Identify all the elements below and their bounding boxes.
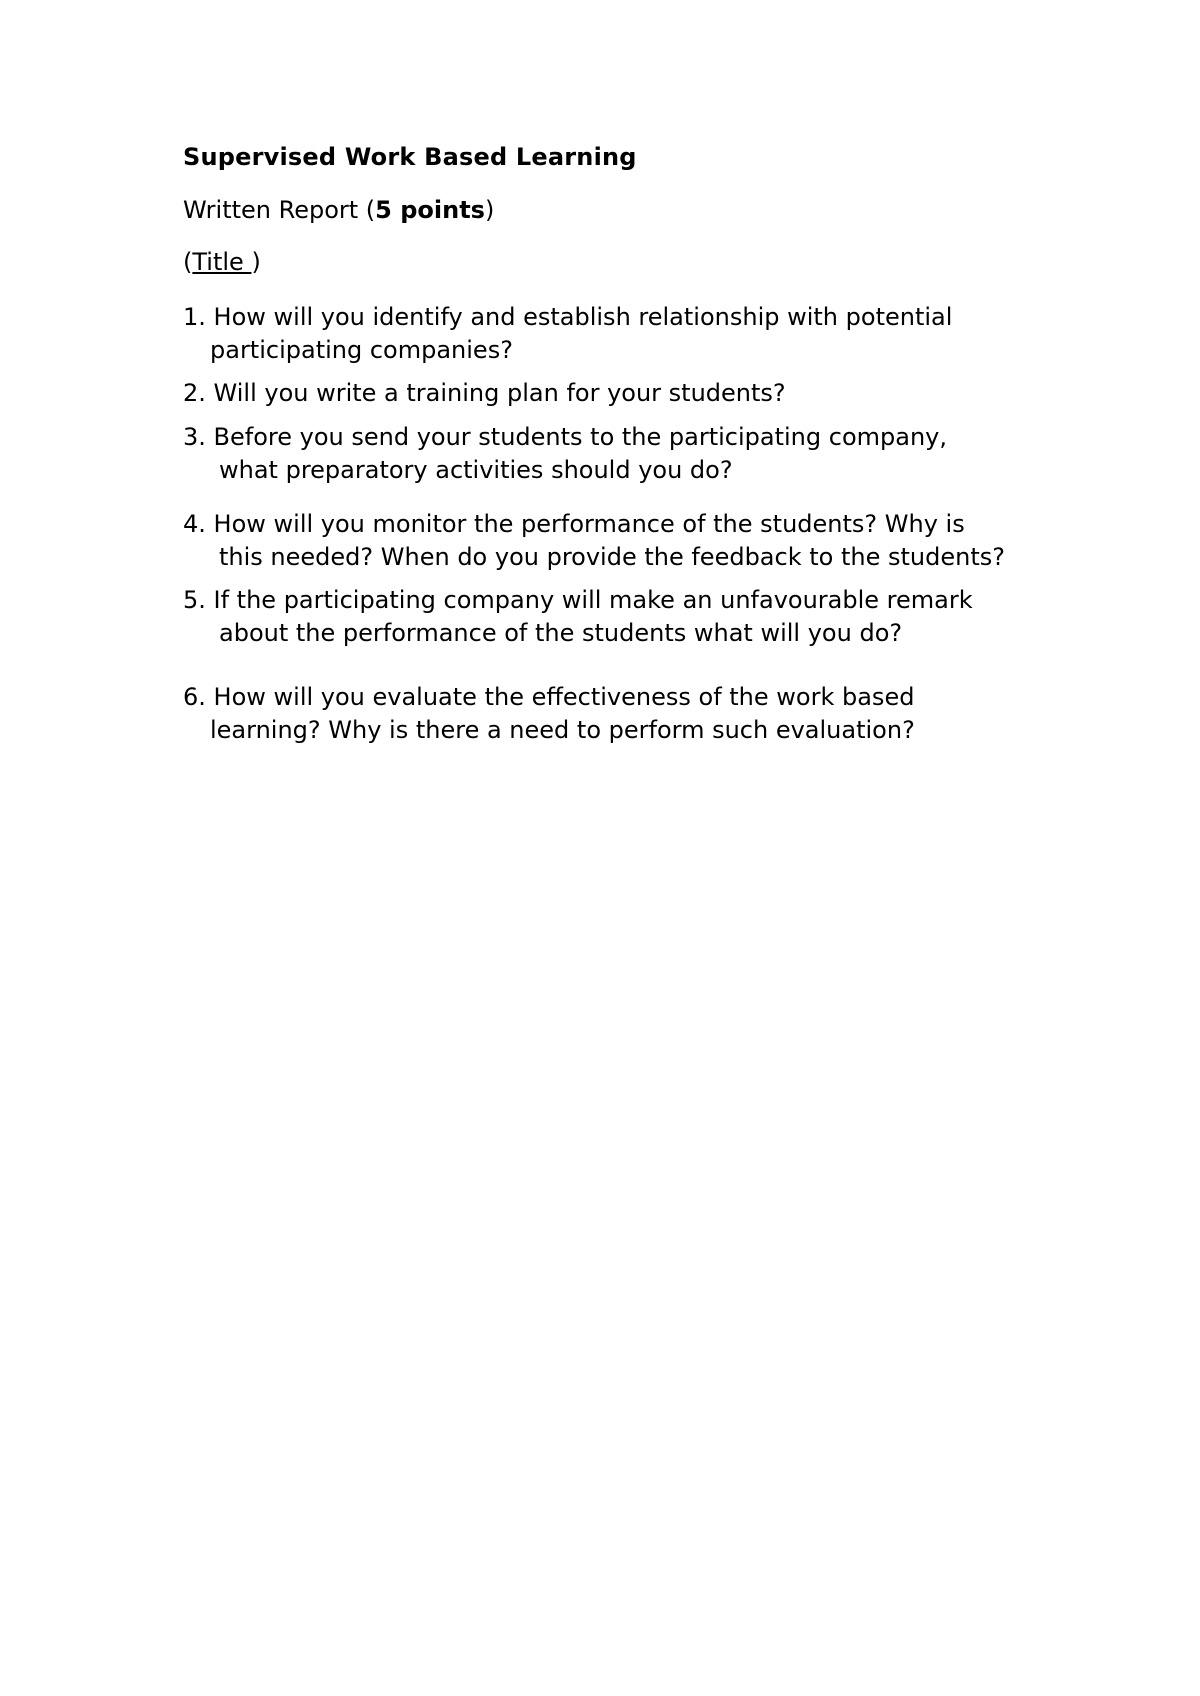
points-value: 5 points — [375, 196, 485, 224]
question-2 — [183, 377, 786, 410]
title-placeholder: Title — [192, 248, 252, 276]
question-6-line-1: 6. How will you evaluate the effectiveness of the work based — [183, 683, 915, 711]
question-1 — [183, 301, 952, 367]
title-close-paren: ) — [251, 248, 261, 276]
question-4-line-2: this needed? When do you provide the feedback to the students? — [219, 543, 1005, 571]
question-4 — [183, 508, 1005, 574]
question-1-line-1: 1. How will you identify and establish relationship with potential — [183, 303, 953, 331]
question-2-line-1: 2. Will you write a training plan for your students? — [183, 379, 786, 407]
question-5-line-1: 5. If the participating company will make an unfavourable remark — [183, 586, 973, 614]
question-4-line-1: 4. How will you monitor the performance of the students? Why is — [183, 510, 965, 538]
question-5-line-2: about the performance of the students what will you do? — [219, 619, 903, 647]
question-6 — [183, 681, 915, 747]
question-3 — [183, 421, 947, 487]
question-3-line-1: 3. Before you send your students to the participating company, — [183, 423, 947, 451]
title-placeholder-line — [183, 248, 261, 276]
title-open-paren: ( — [183, 248, 193, 276]
document-heading: Supervised Work Based Learning — [183, 143, 637, 171]
question-3-line-2: what preparatory activities should you do? — [219, 456, 733, 484]
question-6-line-2: learning? Why is there a need to perform such evaluation? — [210, 716, 915, 744]
written-report-prefix: Written Report ( — [183, 196, 376, 224]
question-1-line-2: participating companies? — [210, 336, 513, 364]
written-report-line — [183, 196, 494, 224]
written-report-suffix: ) — [484, 196, 495, 224]
question-5 — [183, 584, 973, 650]
